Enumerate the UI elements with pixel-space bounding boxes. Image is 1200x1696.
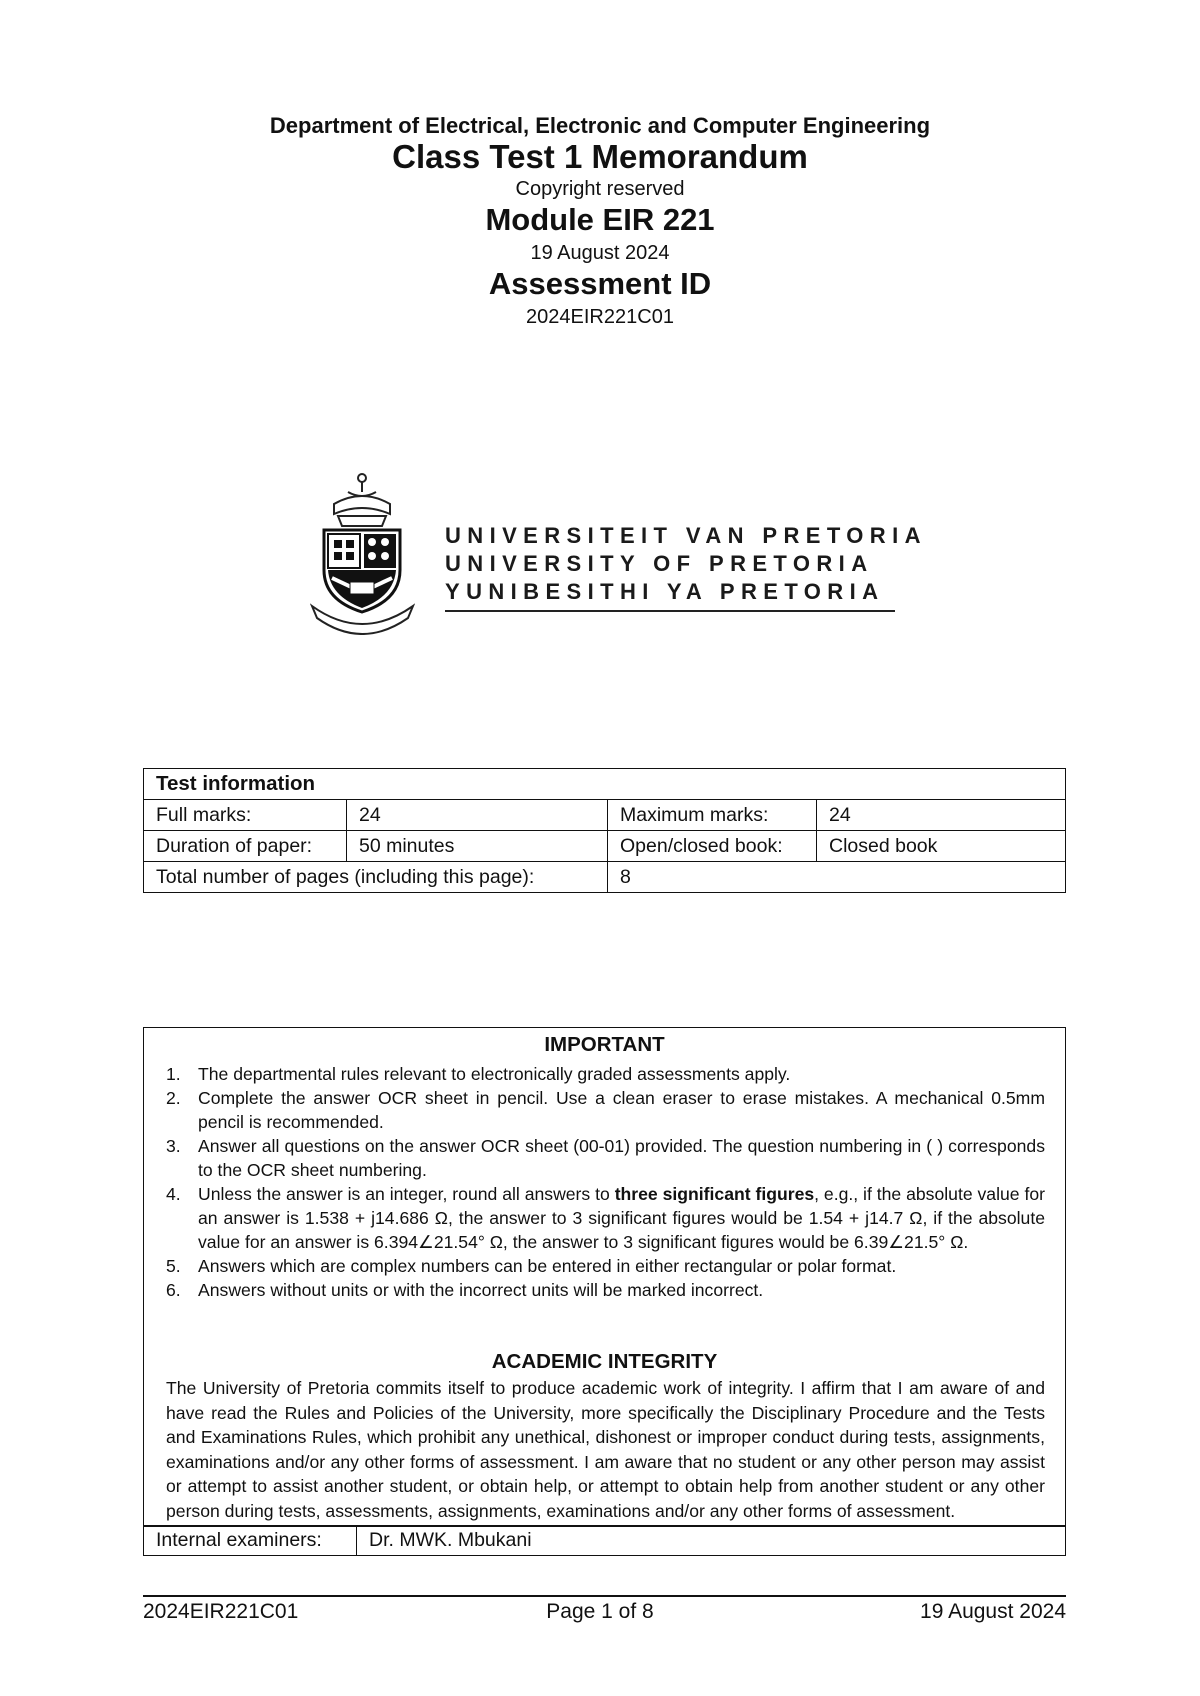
list-item: 2. Complete the answer OCR sheet in pencil. Use a clean eraser to erase mistakes. A mechanical 0.5mm pencil is recommended. [166, 1088, 1045, 1132]
test-date: 19 August 2024 [530, 242, 670, 264]
list-item: 4. Unless the answer is an integer, round all answers to three significant figures, e.g., if the absolute value for an answer is 1.538 + j14.686 Ω, the answer to 3 significant figures would be 1.54 + j14.7 Ω, if the absolute value for an answer is 6.394∠21.54° Ω, the answer to 3 significant figures would be 6.39∠21.5° Ω. [166, 1184, 1045, 1252]
emphasis-text: three significant figures [614, 1184, 815, 1204]
book-value: Closed book [817, 831, 1066, 862]
footer-page-number: Page 1 of 8 [546, 1600, 654, 1623]
duration-label: Duration of paper: [144, 831, 347, 862]
important-box [143, 1027, 1066, 1527]
list-item: 6. Answers without units or with the incorrect units will be marked incorrect. [166, 1280, 764, 1300]
logo-line-sepedi: YUNIBESITHI YA PRETORIA [445, 579, 885, 604]
academic-integrity-text: The University of Pretoria commits itself to produce academic work of integrity. I affirm that I am aware of and have read the Rules and Policies of the University, more specifically the Disciplinary Procedure and the Tests and Examinations Rules, which prohibit any unethical, dishonest or improper conduct during tests, assignments, examinations and/or any other forms of assessment. I am aware that no student or any other person may assist or attempt to assist another student, or obtain help, or attempt to obtain help from another student or any other person during tests, assessments, assignments, examinations and/or any other forms of assessment. [166, 1378, 1045, 1521]
examiners-value: Dr. MWK. Mbukani [357, 1526, 1066, 1556]
book-label: Open/closed book: [608, 831, 817, 862]
list-item: 1. The departmental rules relevant to electronically graded assessments apply. [166, 1064, 791, 1084]
list-item: 5. Answers which are complex numbers can be entered in either rectangular or polar format. [166, 1256, 897, 1276]
academic-integrity-heading: ACADEMIC INTEGRITY [491, 1350, 718, 1373]
department-name: Department of Electrical, Electronic and Computer Engineering [269, 113, 931, 138]
logo-underline [445, 610, 895, 612]
logo-line-english: UNIVERSITY OF PRETORIA [445, 551, 874, 576]
copyright-note: Copyright reserved [515, 178, 685, 200]
duration-value: 50 minutes [347, 831, 608, 862]
list-item: 3. Answer all questions on the answer OCR sheet (00-01) provided. The question numbering in ( ) corresponds to the OCR sheet numbering. [166, 1136, 1045, 1180]
assessment-id: 2024EIR221C01 [526, 306, 674, 328]
assessment-id-label: Assessment ID [488, 266, 712, 301]
logo-line-afrikaans: UNIVERSITEIT VAN PRETORIA [445, 523, 927, 548]
footer-assessment-id: 2024EIR221C01 [143, 1600, 299, 1623]
test-info-table [143, 768, 1066, 893]
university-crest-icon [310, 470, 415, 635]
document-title: Class Test 1 Memorandum [392, 138, 808, 175]
full-marks-label: Full marks: [144, 800, 347, 831]
full-marks-value: 24 [347, 800, 608, 831]
examiners-label: Internal examiners: [144, 1526, 357, 1556]
test-info-heading: Test information [144, 769, 1066, 800]
important-heading: IMPORTANT [544, 1033, 665, 1056]
footer-date: 19 August 2024 [920, 1600, 1066, 1623]
max-marks-label: Maximum marks: [608, 800, 817, 831]
max-marks-value: 24 [817, 800, 1066, 831]
pages-label: Total number of pages (including this page): [144, 862, 608, 893]
university-logo [300, 470, 927, 640]
examiners-table [143, 1525, 1066, 1556]
module-code: Module EIR 221 [485, 202, 715, 237]
important-list [166, 1062, 1045, 1302]
pages-value: 8 [608, 862, 1066, 893]
footer-rule [143, 1595, 1066, 1597]
